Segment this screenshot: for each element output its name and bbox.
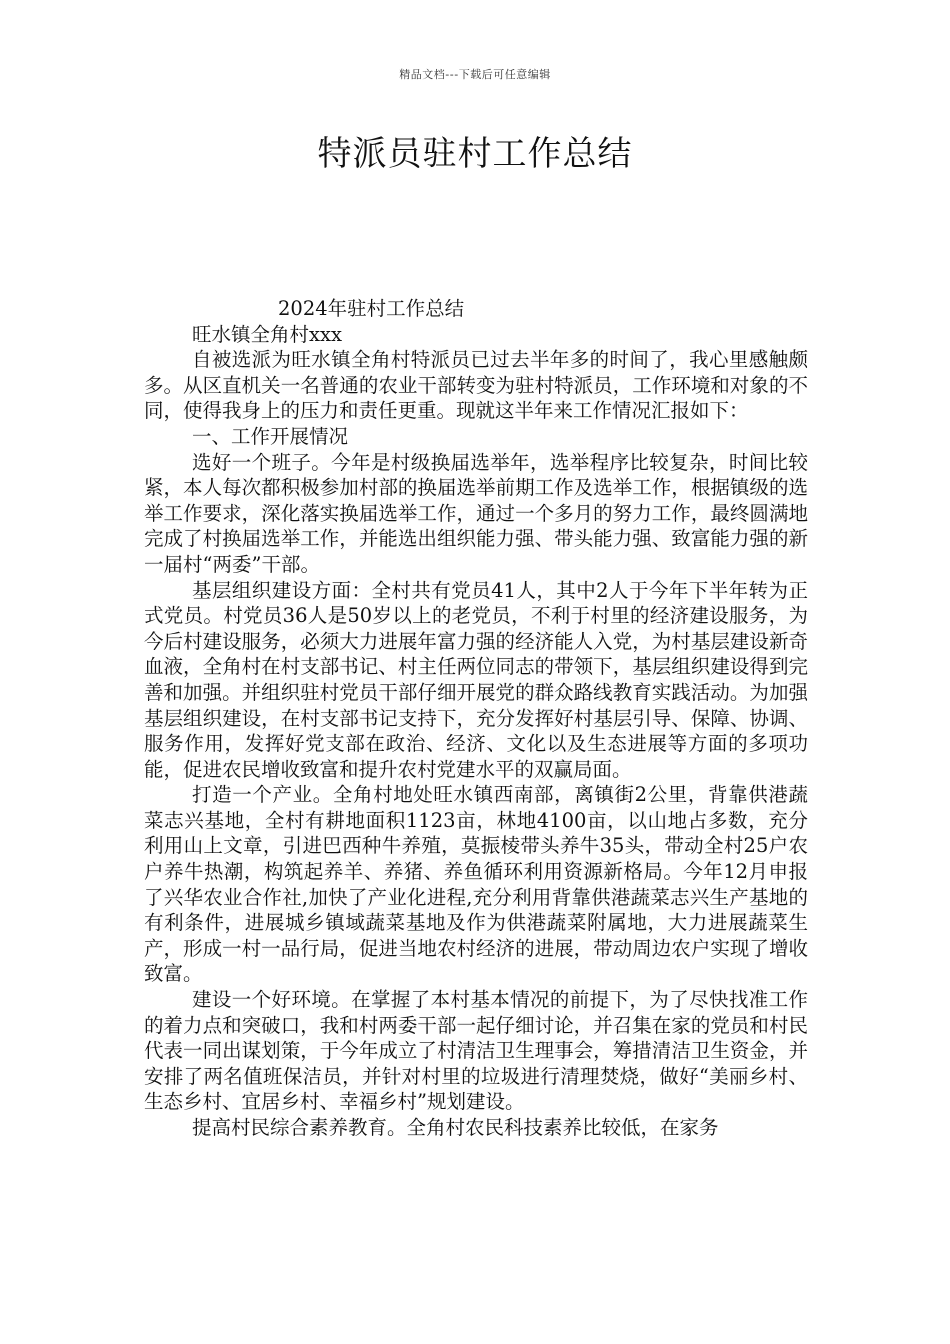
paragraph-team: 选好一个班子。今年是村级换届选举年，选举程序比较复杂，时间比较紧，本人每次都积极参加村部的换届选举前期工作及选举工作，根据镇级的选举工作要求，深化落实换届选举工作，通过一个多月的努力工作，最终圆满地完成了村换届选举工作，并能选出组织能力强、带头能力强、致富能力强的新一届村“两委”干部。 — [144, 450, 808, 576]
report-author: 旺水镇全角村xxx — [192, 322, 342, 346]
report-subtitle: 2024年驻村工作总结 — [278, 297, 465, 320]
paragraph-industry: 打造一个产业。全角村地处旺水镇西南部，离镇街2公里，背靠供港蔬菜志兴基地，全村有耕地面积1123亩，林地4100亩，以山地占多数，充分利用山上文章，引进巴西种牛养殖，莫振棱带头养牛35头，带动全村25户农户养牛热潮，构筑起养羊、养猪、养鱼循环利用资源新格局。今年12月申报了兴华农业合作社,加快了产业化进程,充分利用背靠供港蔬菜志兴生产基地的有利条件，进展城乡镇域蔬菜基地及作为供港蔬菜附属地，大力进展蔬菜生产，形成一村一品行局，促进当地农村经济的进展，带动周边农户实现了增收致富。 — [144, 783, 808, 986]
paragraph-environment: 建设一个好环境。在掌握了本村基本情况的前提下，为了尽快找准工作的着力点和突破口，我和村两委干部一起仔细讨论，并召集在家的党员和村民代表一同出谋划策，于今年成立了村清洁卫生理事会，筹措清洁卫生资金，并安排了两名值班保洁员，并针对村里的垃圾进行清理焚烧，做好“美丽乡村、生态乡村、宜居乡村、幸福乡村”规划建设。 — [144, 988, 808, 1114]
paragraph-party-building: 基层组织建设方面：全村共有党员41人，其中2人于今年下半年转为正式党员。村党员36人是50岁以上的老党员，不利于村里的经济建设服务，为今后村建设服务，必须大力进展年富力强的经济能人入党，为村基层建设新奇血液，全角村在村支部书记、村主任两位同志的带领下，基层组织建设得到完善和加强。并组织驻村党员干部仔细开展党的群众路线教育实践活动。为加强基层组织建设，在村支部书记支持下，充分发挥好村基层引导、保障、协调、服务作用，发挥好党支部在政治、经济、文化以及生态进展等方面的多项功能，促进农民增收致富和提升农村党建水平的双赢局面。 — [144, 578, 808, 781]
document-title: 特派员驻村工作总结 — [317, 134, 633, 174]
document-body — [144, 296, 808, 1141]
header-note: 精品文档---下载后可任意编辑 — [399, 68, 551, 81]
paragraph-education: 提高村民综合素养教育。全角村农民科技素养比较低，在家务 — [192, 1116, 719, 1139]
section-heading: 一、工作开展情况 — [192, 424, 349, 448]
paragraph-intro: 自被选派为旺水镇全角村特派员已过去半年多的时间了，我心里感触颇多。从区直机关一名普通的农业干部转变为驻村特派员，工作环境和对象的不同，使得我身上的压力和责任更重。现就这半年来工作情况汇报如下： — [144, 348, 808, 423]
